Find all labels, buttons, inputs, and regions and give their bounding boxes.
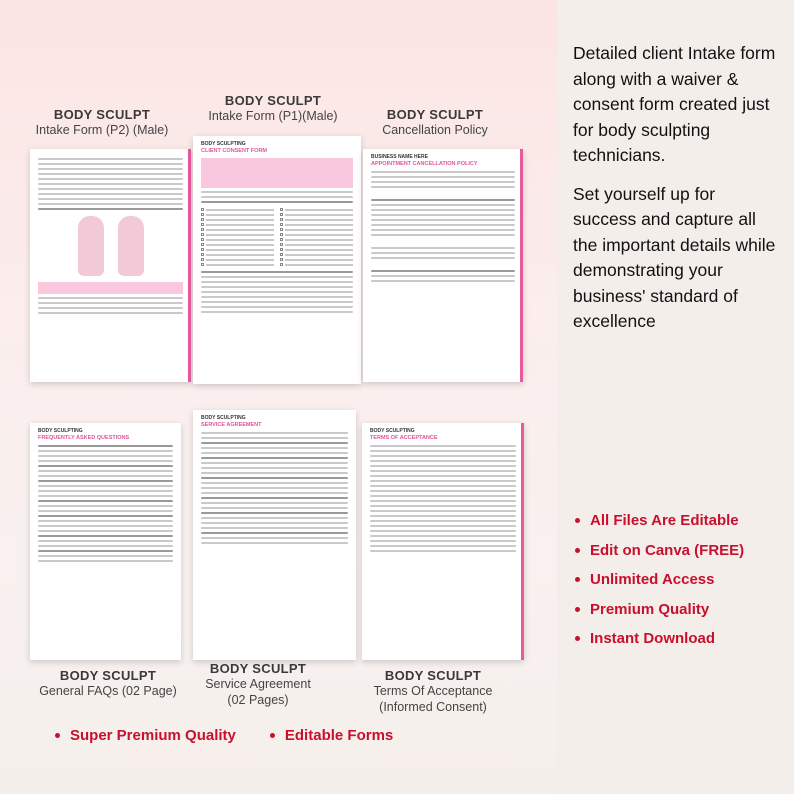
bullet-icon (575, 548, 580, 553)
caption-intake-p2 (22, 107, 182, 139)
doc-title: CLIENT CONSENT FORM (201, 147, 267, 154)
caption-subtitle: General FAQs (02 Page) (39, 684, 177, 699)
feature-item: Edit on Canva (FREE) (575, 542, 744, 559)
feature-list (575, 512, 744, 660)
bullet-icon (575, 577, 580, 582)
caption-cancellation (360, 107, 510, 139)
doc-brand: BODY SCULPTING (201, 141, 246, 147)
caption-subtitle: Intake Form (P1)(Male) (208, 109, 338, 124)
feature-item: All Files Are Editable (575, 512, 744, 529)
doc-title: FREQUENTLY ASKED QUESTIONS (38, 434, 130, 441)
feature-item: Premium Quality (575, 601, 744, 618)
service-agreement-thumbnail (193, 410, 356, 660)
caption-intake-p1 (188, 93, 358, 125)
bullet-icon (575, 636, 580, 641)
caption-terms (358, 668, 508, 716)
bottom-feature-list (55, 727, 393, 744)
bullet-icon (575, 607, 580, 612)
bottom-feature-item: Editable Forms (270, 727, 393, 744)
doc-brand: BODY SCULPTING (38, 428, 83, 434)
doc-brand: BODY SCULPTING (201, 415, 246, 421)
bullet-icon (55, 733, 60, 738)
caption-title: BODY SCULPT (224, 93, 322, 108)
cancellation-policy-thumbnail (363, 149, 523, 382)
description-paragraph-1: Detailed client Intake form along with a waiver & consent form created just for body sculpting technicians. (573, 43, 776, 165)
bullet-icon (575, 518, 580, 523)
caption-service-agreement (203, 661, 313, 709)
terms-of-acceptance-thumbnail (362, 423, 524, 660)
caption-faq (28, 668, 188, 700)
bottom-feature-item: Super Premium Quality (55, 727, 236, 744)
faq-thumbnail (30, 423, 181, 660)
doc-title: APPOINTMENT CANCELLATION POLICY (371, 160, 478, 167)
caption-title: BODY SCULPT (386, 107, 484, 122)
caption-title: BODY SCULPT (209, 661, 307, 676)
description-paragraph-2: Set yourself up for success and capture all the important details while demonstrating your business' standard of excellence (573, 183, 776, 331)
description-copy (573, 41, 783, 348)
doc-title: SERVICE AGREEMENT (201, 421, 262, 428)
intake-form-p2-thumbnail (30, 149, 191, 382)
feature-item: Instant Download (575, 630, 744, 647)
feature-item: Unlimited Access (575, 571, 744, 588)
caption-subtitle: Cancellation Policy (382, 123, 488, 138)
caption-subtitle: Intake Form (P2) (Male) (35, 123, 169, 138)
doc-title: TERMS OF ACCEPTANCE (370, 434, 438, 441)
doc-brand: BODY SCULPTING (370, 428, 415, 434)
bullet-icon (270, 733, 275, 738)
caption-title: BODY SCULPT (384, 668, 482, 683)
caption-subtitle: Service Agreement (02 Pages) (205, 677, 311, 707)
caption-title: BODY SCULPT (59, 668, 157, 683)
caption-subtitle: Terms Of Acceptance (Informed Consent) (373, 684, 493, 714)
intake-form-p1-thumbnail (193, 136, 361, 384)
caption-title: BODY SCULPT (53, 107, 151, 122)
doc-brand: BUSINESS NAME HERE (371, 154, 428, 160)
